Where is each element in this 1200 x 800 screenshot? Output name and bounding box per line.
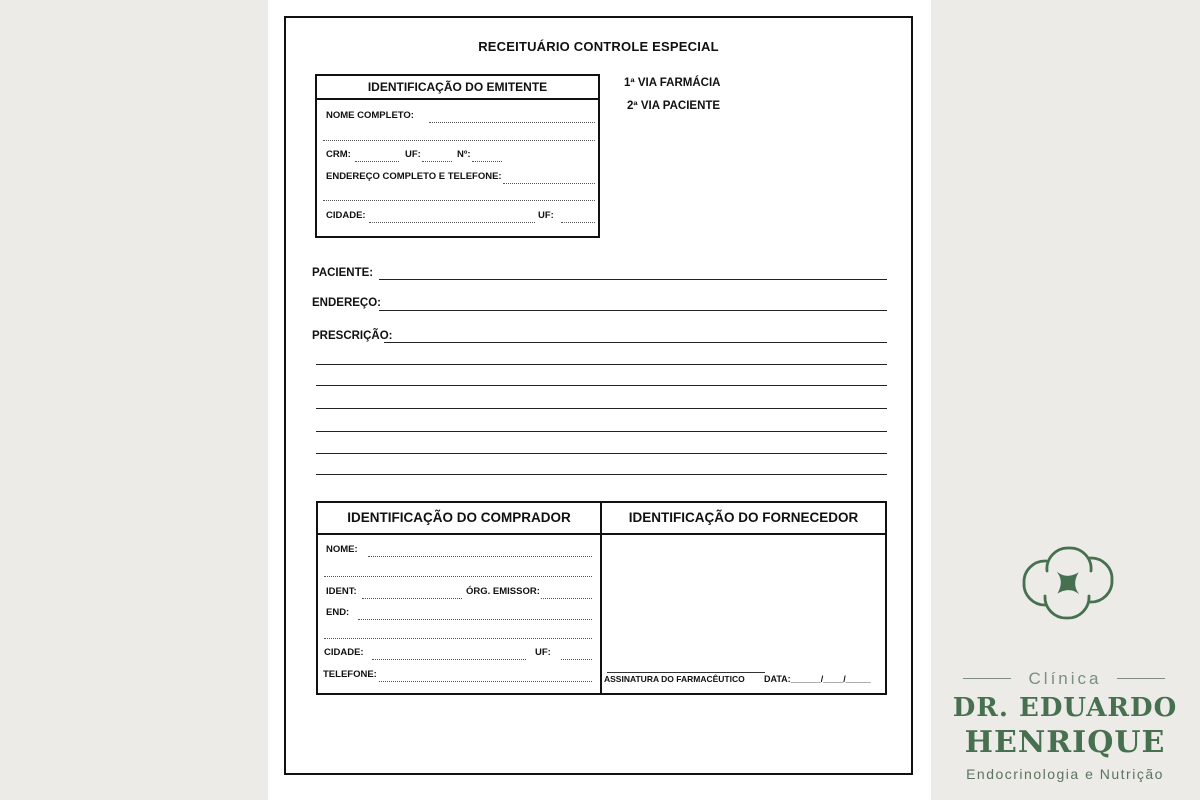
document-title: RECEITUÁRIO CONTROLE ESPECIAL	[478, 39, 719, 54]
assinatura-line[interactable]	[607, 672, 765, 673]
prescricao-line-5[interactable]	[316, 453, 887, 454]
telefone-label: TELEFONE:	[323, 669, 377, 680]
end-field[interactable]	[358, 619, 592, 620]
cidade-field[interactable]	[369, 222, 535, 223]
endereco-line[interactable]	[379, 310, 887, 311]
nome-field-2[interactable]	[324, 576, 592, 577]
uf-label: UF:	[535, 647, 551, 658]
clinic-brand	[945, 515, 1185, 800]
end-label: END:	[326, 607, 350, 618]
fornecedor-box	[600, 501, 887, 695]
uf-field[interactable]	[561, 659, 592, 660]
emitente-box	[315, 74, 600, 238]
crm-field[interactable]	[355, 161, 399, 162]
brand-line-3: HENRIQUE	[964, 725, 1166, 760]
paciente-label: PACIENTE:	[312, 267, 374, 279]
nome-field[interactable]	[368, 556, 592, 557]
uf-label: UF:	[405, 149, 421, 160]
prescricao-line-4[interactable]	[316, 431, 887, 432]
assinatura-label: ASSINATURA DO FARMACÊUTICO	[604, 674, 745, 684]
uf2-label: UF:	[538, 210, 554, 221]
nome-completo-field[interactable]	[429, 122, 595, 123]
ident-field[interactable]	[362, 598, 462, 599]
numero-label: Nº:	[457, 149, 471, 160]
prescricao-line-3[interactable]	[316, 408, 887, 409]
nome-completo-field-2[interactable]	[323, 140, 595, 141]
prescricao-line-1[interactable]	[316, 364, 887, 365]
orgao-label: ÓRG. EMISSOR:	[466, 586, 540, 597]
emitente-heading: IDENTIFICAÇÃO DO EMITENTE	[317, 76, 598, 100]
cidade-field[interactable]	[372, 659, 526, 660]
brand-line-4: Endocrinologia e Nutrição	[966, 766, 1164, 782]
endereco-label: ENDEREÇO:	[312, 297, 382, 309]
comprador-box	[316, 501, 602, 695]
uf-field[interactable]	[422, 161, 452, 162]
fornecedor-heading: IDENTIFICAÇÃO DO FORNECEDOR	[602, 503, 885, 535]
orgao-field[interactable]	[541, 598, 592, 599]
cidade-label: CIDADE:	[326, 210, 366, 221]
end-field-2[interactable]	[324, 638, 592, 639]
numero-field[interactable]	[472, 161, 502, 162]
uf2-field[interactable]	[561, 222, 595, 223]
brand-line-1: Clínica	[1028, 669, 1102, 688]
nome-completo-label: NOME COMPLETO:	[326, 110, 414, 121]
prescricao-line-2[interactable]	[316, 385, 887, 386]
data-field[interactable]: DATA:______/____/_____	[764, 674, 871, 684]
via-paciente: 2ª VIA PACIENTE	[627, 100, 721, 112]
endereco-field-2[interactable]	[323, 200, 595, 201]
telefone-field[interactable]	[379, 681, 592, 682]
clinic-logo-icon	[1000, 521, 1130, 647]
endereco-label: ENDEREÇO COMPLETO E TELEFONE:	[326, 171, 502, 182]
crm-label: CRM:	[326, 149, 351, 160]
prescricao-line[interactable]	[384, 342, 887, 343]
comprador-heading: IDENTIFICAÇÃO DO COMPRADOR	[318, 503, 600, 535]
prescription-form	[284, 16, 913, 775]
ident-label: IDENT:	[326, 586, 357, 597]
prescricao-label: PRESCRIÇÃO:	[312, 330, 393, 342]
cidade-label: CIDADE:	[324, 647, 364, 658]
paciente-line[interactable]	[379, 279, 887, 280]
endereco-field[interactable]	[503, 183, 595, 184]
brand-line-2: DR. EDUARDO	[952, 693, 1178, 723]
prescription-sheet	[268, 0, 931, 800]
nome-label: NOME:	[326, 544, 358, 555]
via-farmacia: 1ª VIA FARMÁCIA	[624, 77, 721, 89]
prescricao-line-6[interactable]	[316, 474, 887, 475]
